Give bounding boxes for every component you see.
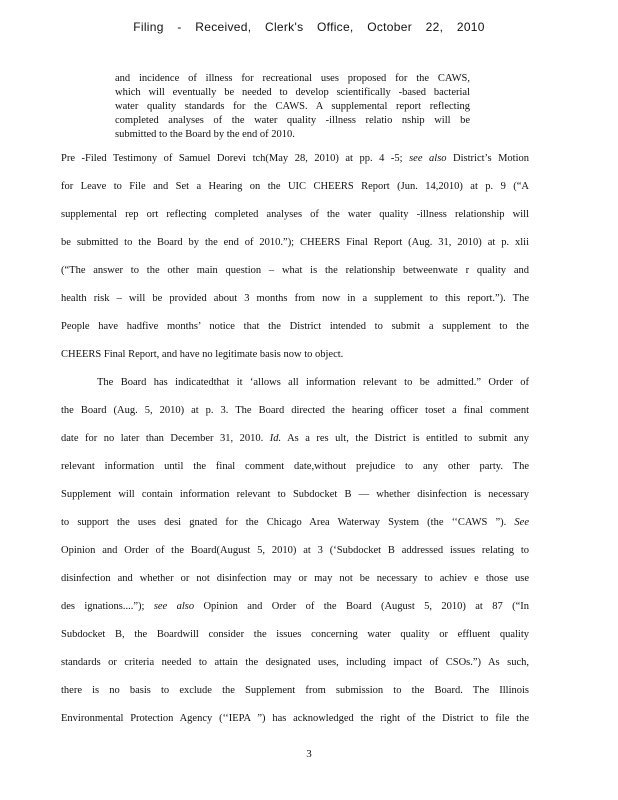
body-line: (“The answer to the other main question – what is the relationship betweenwate r quality and [61, 265, 529, 276]
text-run: des ignations....”); [61, 601, 154, 612]
block-quote [115, 72, 470, 142]
body-line-paragraph-start: The Board has indicatedthat it ‘allows all information relevant to be admitted.” Order of [97, 377, 529, 388]
signal-italic: Id. [269, 433, 282, 444]
body-text [61, 149, 529, 737]
body-line: supplemental rep ort reflecting completed analyses of the water quality -illness relationship will [61, 209, 529, 220]
text-run: As a res ult, the District is entitled to submit any [281, 433, 529, 444]
quote-line: submitted to the Board by the end of 2010. [115, 129, 295, 140]
signal-italic: See [514, 517, 529, 528]
filing-header: Filing - Received, Clerk's Office, October 22, 2010 [133, 20, 485, 34]
body-line [61, 597, 529, 625]
body-line: relevant information until the final comment date,without prejudice to any other party. The [61, 461, 529, 472]
quote-line: completed analyses of the water quality -illness relatio nship will be [115, 115, 470, 126]
signal-italic: see also [409, 153, 447, 164]
text-run: Opinion and Order of the Board (August 5, 2010) at 87 (“In [194, 601, 529, 612]
body-line: Opinion and Order of the Board(August 5, 2010) at 3 (‘Subdocket B addressed issues relating to [61, 545, 529, 556]
body-line: there is no basis to exclude the Supplement from submission to the Board. The Illinois [61, 685, 529, 696]
body-line: Supplement will contain information relevant to Subdocket B — whether disinfection is necessary [61, 489, 529, 500]
body-line: disinfection and whether or not disinfection may or may not be necessary to achiev e those use [61, 573, 529, 584]
quote-line: which will eventually be needed to develop scientifically -based bacterial [115, 87, 470, 98]
body-line: be submitted to the Board by the end of 2010.”); CHEERS Final Report (Aug. 31, 2010) at p. xlii [61, 237, 529, 248]
body-line: standards or criteria needed to attain the designated uses, including impact of CSOs.”) As such, [61, 657, 529, 668]
page-number: 3 [306, 748, 312, 760]
text-run: date for no later than December 31, 2010. [61, 433, 270, 444]
body-line [61, 429, 529, 457]
text-run: Pre -Filed Testimony of Samuel Dorevi tch(May 28, 2010) at pp. 4 -5; [61, 153, 410, 164]
body-line [61, 149, 529, 177]
body-line [61, 513, 529, 541]
quote-line: and incidence of illness for recreational uses proposed for the CAWS, [115, 73, 470, 84]
body-line: CHEERS Final Report, and have no legitimate basis now to object. [61, 349, 344, 360]
signal-italic: see also [153, 601, 195, 612]
text-run: District’s Motion [446, 153, 529, 164]
body-line: the Board (Aug. 5, 2010) at p. 3. The Board directed the hearing officer toset a final comment [61, 405, 529, 416]
body-line: for Leave to File and Set a Hearing on the UIC CHEERS Report (Jun. 14,2010) at p. 9 (“A [61, 181, 529, 192]
body-line: health risk – will be provided about 3 months from now in a supplement to this report.”). The [61, 293, 529, 304]
body-line: Environmental Protection Agency (‘‘IEPA ”) has acknowledged the right of the District to file the [61, 713, 529, 724]
text-run: to support the uses desi gnated for the Chicago Area Waterway System (the ‘‘CAWS ”). [61, 517, 515, 528]
quote-line: water quality standards for the CAWS. A supplemental report reflecting [115, 101, 470, 112]
body-line: People have hadfive months’ notice that the District intended to submit a supplement to the [61, 321, 529, 332]
body-line: Subdocket B, the Boardwill consider the issues concerning water quality or effluent quality [61, 629, 529, 640]
